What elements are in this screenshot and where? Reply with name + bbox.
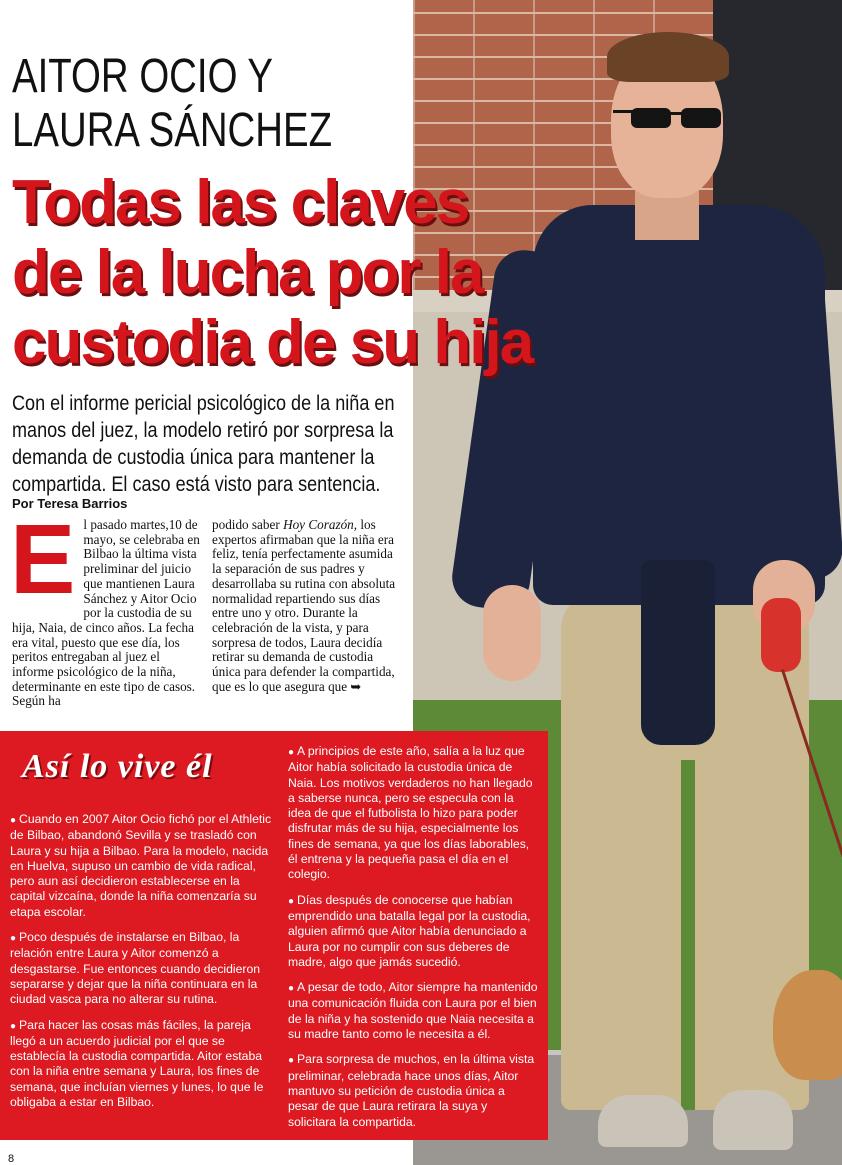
sidebar-item-text: Para hacer las cosas más fáciles, la pareja llegó a un acuerdo judicial por el que se establecía la custodia compartida. Aitor estaba con la niña entre semana y Laura, los fines de semana, que incluían viernes y lunes, lo que le obligaba a estar en Bilbao. (10, 1017, 264, 1110)
tied-sweater (641, 560, 715, 745)
sidebar-item-text: Cuando en 2007 Aitor Ocio fichó por el Athletic de Bilbao, abandonó Sevilla y se trasladó con Laura y su hija a Bilbao. Para la modelo, nacida en Huelva, supuso un cambio de vida radical, pero aun así decidieron establecerse en la capital vizcaína, donde la niña comenzaría su etapa escolar. (10, 812, 272, 919)
bullet-icon: ● (288, 983, 295, 995)
body-column-2-text-b: los expertos afirmaban que la niña era feliz, tenía perfectamente asumida la separación de sus padres y desarrollaba su rutina con absoluta normalidad repartiendo sus días entre uno y otro. Durante la celebración de la vista, y para sorpresa de todos, Laura decidía retirar su demanda de custodia única para defender la compartida, que es lo que asegura que (212, 517, 396, 694)
sidebar-title: Así lo vive él (22, 748, 213, 785)
man-hair (607, 32, 729, 82)
page-number: 8 (8, 1153, 15, 1165)
sidebar-item (10, 930, 272, 1007)
sidebar-item (288, 893, 538, 970)
bullet-icon: ● (10, 1020, 17, 1032)
article-lead: Con el informe pericial psicológico de la niña en manos del juez, la modelo retiró por sorpresa la demanda de custodia única para mantener la compartida. El caso está visto para sentencia. (12, 392, 395, 496)
bullet-icon: ● (10, 933, 17, 945)
sidebar-item-text: Poco después de instalarse en Bilbao, la relación entre Laura y Aitor comenzó a desgastarse. Fue entonces cuando decidieron separarse y dejar que la niña continuara en la ciudad vasca para no alterar su rutina. (10, 930, 261, 1007)
headline-line-2: de la lucha por la (12, 238, 483, 307)
sidebar-item-text: A pesar de todo, Aitor siempre ha mantenido una comunicación fluida con Laura por el bien de la niña y ha sostenido que Naia necesita a su madre tanto como le necesita a él. (288, 980, 538, 1042)
bullet-icon: ● (288, 747, 295, 758)
dog (773, 970, 842, 1080)
sidebar-item (288, 1052, 538, 1129)
right-shoe (713, 1090, 793, 1150)
drop-cap: E (10, 504, 76, 614)
leash-reel (761, 598, 801, 672)
sidebar-item-text: A principios de este año, salía a la luz que Aitor había solicitado la custodia única de Naia. Los motivos verdaderos no han llegado a saberse nunca, pero se especula con la idea de que el futbolista lo hizo para poder disfrutar más de su hija, especialmente los fines de semana, ya que los días laborables, él entrena y la pequeña pasa el día en el colegio. (288, 744, 533, 882)
sidebar-item (10, 1018, 272, 1111)
sidebar-item-text: Para sorpresa de muchos, en la última vista preliminar, celebrada hace unos días, Aitor mantuvo su petición de custodia única a pesar de que Laura retirara la suya y solicitara la compartida. (288, 1052, 535, 1129)
body-column-2 (212, 518, 398, 694)
leg-gap (681, 760, 695, 1110)
left-shoe (598, 1095, 688, 1147)
man-shirt (533, 205, 825, 605)
body-column-1-text: l pasado martes,10 de mayo, se celebraba en Bilbao la última vista preliminar del juicio que mantienen Laura Sánchez y Aitor Ocio por la custodia de su hija, Naia, de cinco años. La fecha era vital, puesto que ese día, los peritos entregaban al juez el informe psicológico de la niña, determinante en este tipo de casos. Según ha (12, 517, 200, 709)
bullet-icon: ● (288, 895, 295, 907)
bullet-icon: ● (288, 1055, 295, 1067)
headline-line-3: custodia de su hija (12, 308, 533, 377)
article-kicker (12, 50, 332, 158)
sidebar-item (10, 812, 272, 920)
continue-arrow-icon: ➥ (350, 678, 362, 694)
body-column-1 (10, 504, 202, 709)
byline: Por Teresa Barrios (12, 496, 128, 511)
kicker-line-1: AITOR OCIO Y (12, 50, 274, 103)
body-column-2-text-a: podido saber (212, 517, 284, 532)
bullet-icon: ● (10, 815, 17, 826)
sidebar-column-1 (10, 812, 272, 1120)
kicker-line-2: LAURA SÁNCHEZ (12, 104, 333, 157)
article-headline (12, 168, 532, 378)
sidebar-item-text: Días después de conocerse que habían emprendido una batalla legal por la custodia, alguien afirmó que Aitor había denunciado a Laura por no cumplir con sus deberes de madre, algo que jamás sucedió. (288, 892, 531, 969)
sidebar-item (288, 744, 538, 883)
sidebar-item (288, 980, 538, 1042)
sunglasses-icon (613, 104, 735, 130)
magazine-name: Hoy Corazón, (283, 517, 358, 532)
sidebar-column-2 (288, 744, 538, 1140)
headline-line-1: Todas las claves (12, 168, 469, 237)
man-left-hand (483, 585, 541, 681)
